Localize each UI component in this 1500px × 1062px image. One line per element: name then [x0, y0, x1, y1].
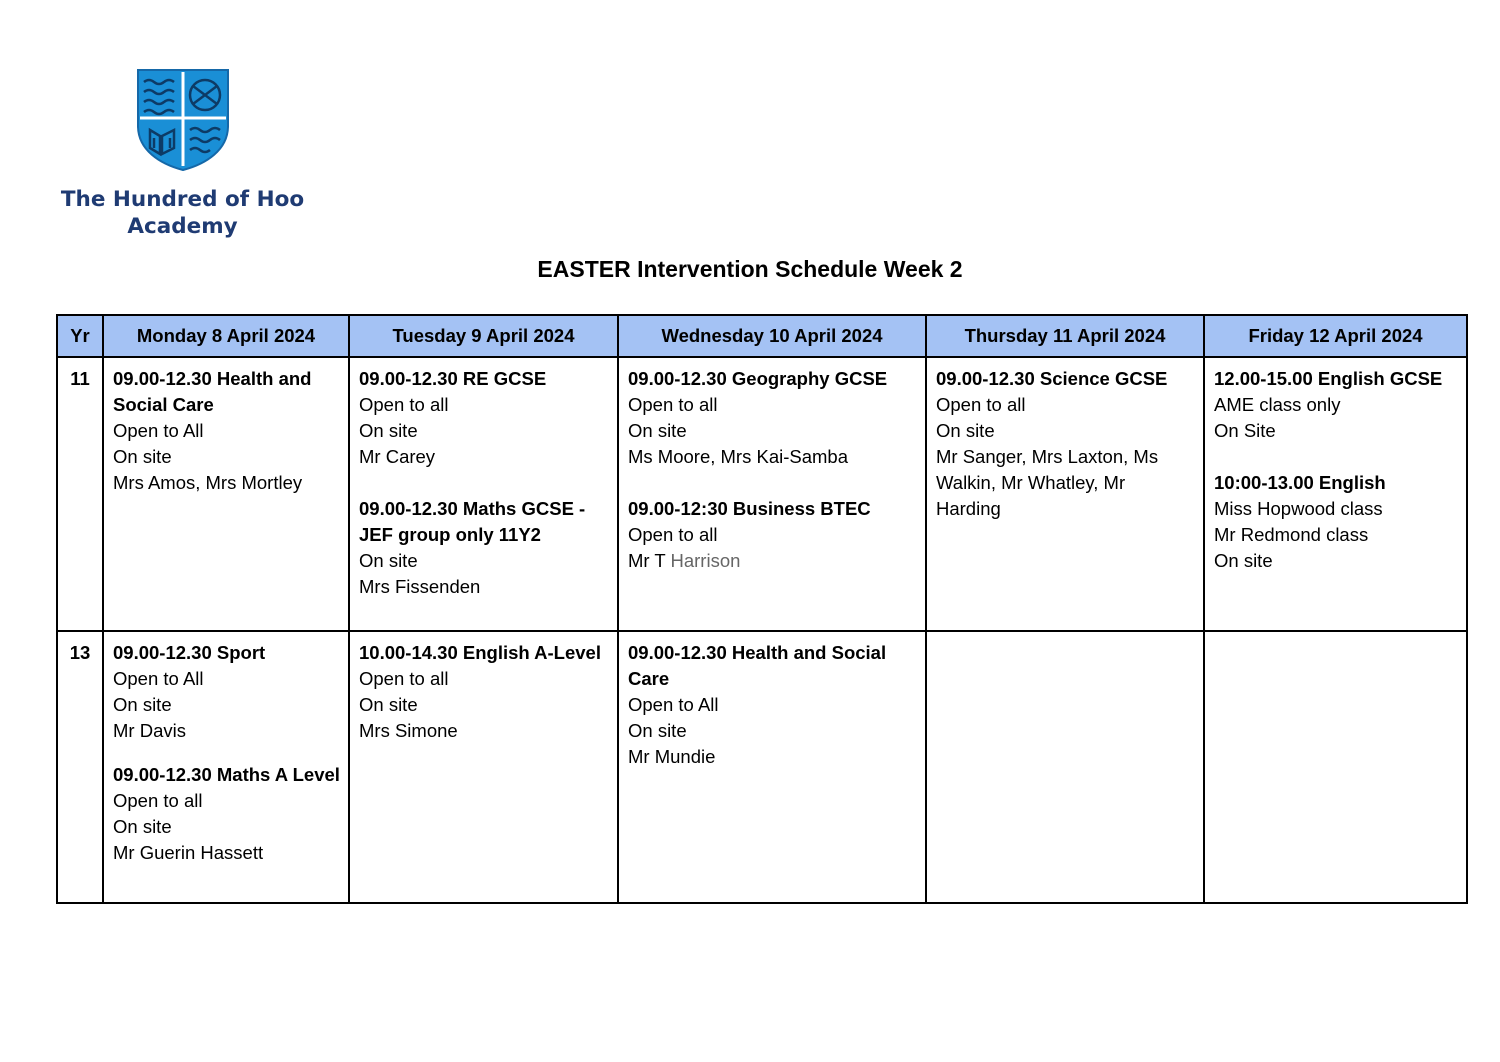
cell-tuesday-year-13 [349, 631, 618, 903]
session-title: 09.00-12.30 Maths A Level [113, 764, 340, 785]
header-year: Yr [57, 315, 103, 357]
header-thursday: Thursday 11 April 2024 [926, 315, 1204, 357]
session-location: On site [359, 420, 418, 441]
header-row [57, 315, 1467, 357]
session-title: 09.00-12:30 Business BTEC [628, 498, 871, 519]
school-name-line-2: Academy [127, 214, 238, 239]
session-title: 09.00-12.30 Maths GCSE - JEF group only 11Y2 [359, 498, 586, 545]
session-access: Open to all [113, 790, 203, 811]
spacer [359, 470, 609, 496]
session-location: On site [113, 816, 172, 837]
session-location: On Site [1214, 420, 1276, 441]
session-access: Open to all [359, 668, 449, 689]
year-cell: 13 [57, 631, 103, 903]
cell-tuesday-year-11 [349, 357, 618, 631]
school-crest-icon [136, 68, 230, 172]
session-location: On site [359, 694, 418, 715]
session-title: 09.00-12.30 RE GCSE [359, 368, 547, 389]
session-title: 09.00-12.30 Geography GCSE [628, 368, 888, 389]
session-staff: Mr Mundie [628, 746, 716, 767]
cell-friday-year-13 [1204, 631, 1467, 903]
session-staff: Ms Moore, Mrs Kai-Samba [628, 446, 848, 467]
header-wednesday: Wednesday 10 April 2024 [618, 315, 926, 357]
cell-friday-year-11 [1204, 357, 1467, 631]
spacer [113, 744, 340, 762]
session-access: Mr Redmond class [1214, 524, 1369, 545]
session-access: Open to all [628, 524, 718, 545]
session-access: Open to all [936, 394, 1026, 415]
session-access: Open to All [113, 668, 204, 689]
session-title: 09.00-12.30 Health and Social Care [628, 642, 887, 689]
session-access: AME class only [1214, 394, 1341, 415]
cell-thursday-year-11 [926, 357, 1204, 631]
school-name-line-1: The Hundred of Hoo [60, 187, 305, 212]
header-monday: Monday 8 April 2024 [103, 315, 349, 357]
school-name [60, 186, 305, 240]
session-staff: Mr Sanger, Mrs Laxton, Ms Walkin, Mr Whatley, Mr Harding [936, 446, 1159, 519]
session-staff: Mr Carey [359, 446, 436, 467]
session-access: Open to All [628, 694, 719, 715]
session-location: On site [628, 420, 687, 441]
session-title: 10:00-13.00 English [1214, 472, 1386, 493]
schedule-table [56, 314, 1468, 904]
header-tuesday: Tuesday 9 April 2024 [349, 315, 618, 357]
session-location: On site [113, 446, 172, 467]
session-location: On site [628, 720, 687, 741]
session-staff: Mrs Fissenden [359, 576, 481, 597]
session-staff: Mr Guerin Hassett [113, 842, 264, 863]
session-access: Open to all [628, 394, 718, 415]
cell-wednesday-year-11 [618, 357, 926, 631]
session-location: On site [113, 694, 172, 715]
cell-monday-year-11 [103, 357, 349, 631]
session-staff [628, 548, 917, 574]
session-staff: Mr Davis [113, 720, 186, 741]
staff-prefix: Mr T [628, 550, 671, 571]
spacer [1214, 444, 1458, 470]
header-friday: Friday 12 April 2024 [1204, 315, 1467, 357]
session-staff: Mrs Amos, Mrs Mortley [113, 472, 303, 493]
table-row-year-13 [57, 631, 1467, 903]
staff-surname: Harrison [670, 550, 741, 571]
session-title: 09.00-12.30 Science GCSE [936, 368, 1168, 389]
spacer [628, 470, 917, 496]
session-access: Miss Hopwood class [1214, 498, 1383, 519]
session-title: 10.00-14.30 English A-Level [359, 642, 601, 663]
session-title: 12.00-15.00 English GCSE [1214, 368, 1443, 389]
session-location: On site [936, 420, 995, 441]
session-title: 09.00-12.30 Health and Social Care [113, 368, 312, 415]
cell-thursday-year-13 [926, 631, 1204, 903]
table-row-year-11 [57, 357, 1467, 631]
session-access: Open to All [113, 420, 204, 441]
cell-monday-year-13 [103, 631, 349, 903]
session-location: On site [359, 550, 418, 571]
session-title: 09.00-12.30 Sport [113, 642, 266, 663]
session-staff: Mrs Simone [359, 720, 458, 741]
session-access: Open to all [359, 394, 449, 415]
cell-wednesday-year-13 [618, 631, 926, 903]
page-title: EASTER Intervention Schedule Week 2 [537, 256, 963, 282]
session-location: On site [1214, 550, 1273, 571]
year-cell: 11 [57, 357, 103, 631]
